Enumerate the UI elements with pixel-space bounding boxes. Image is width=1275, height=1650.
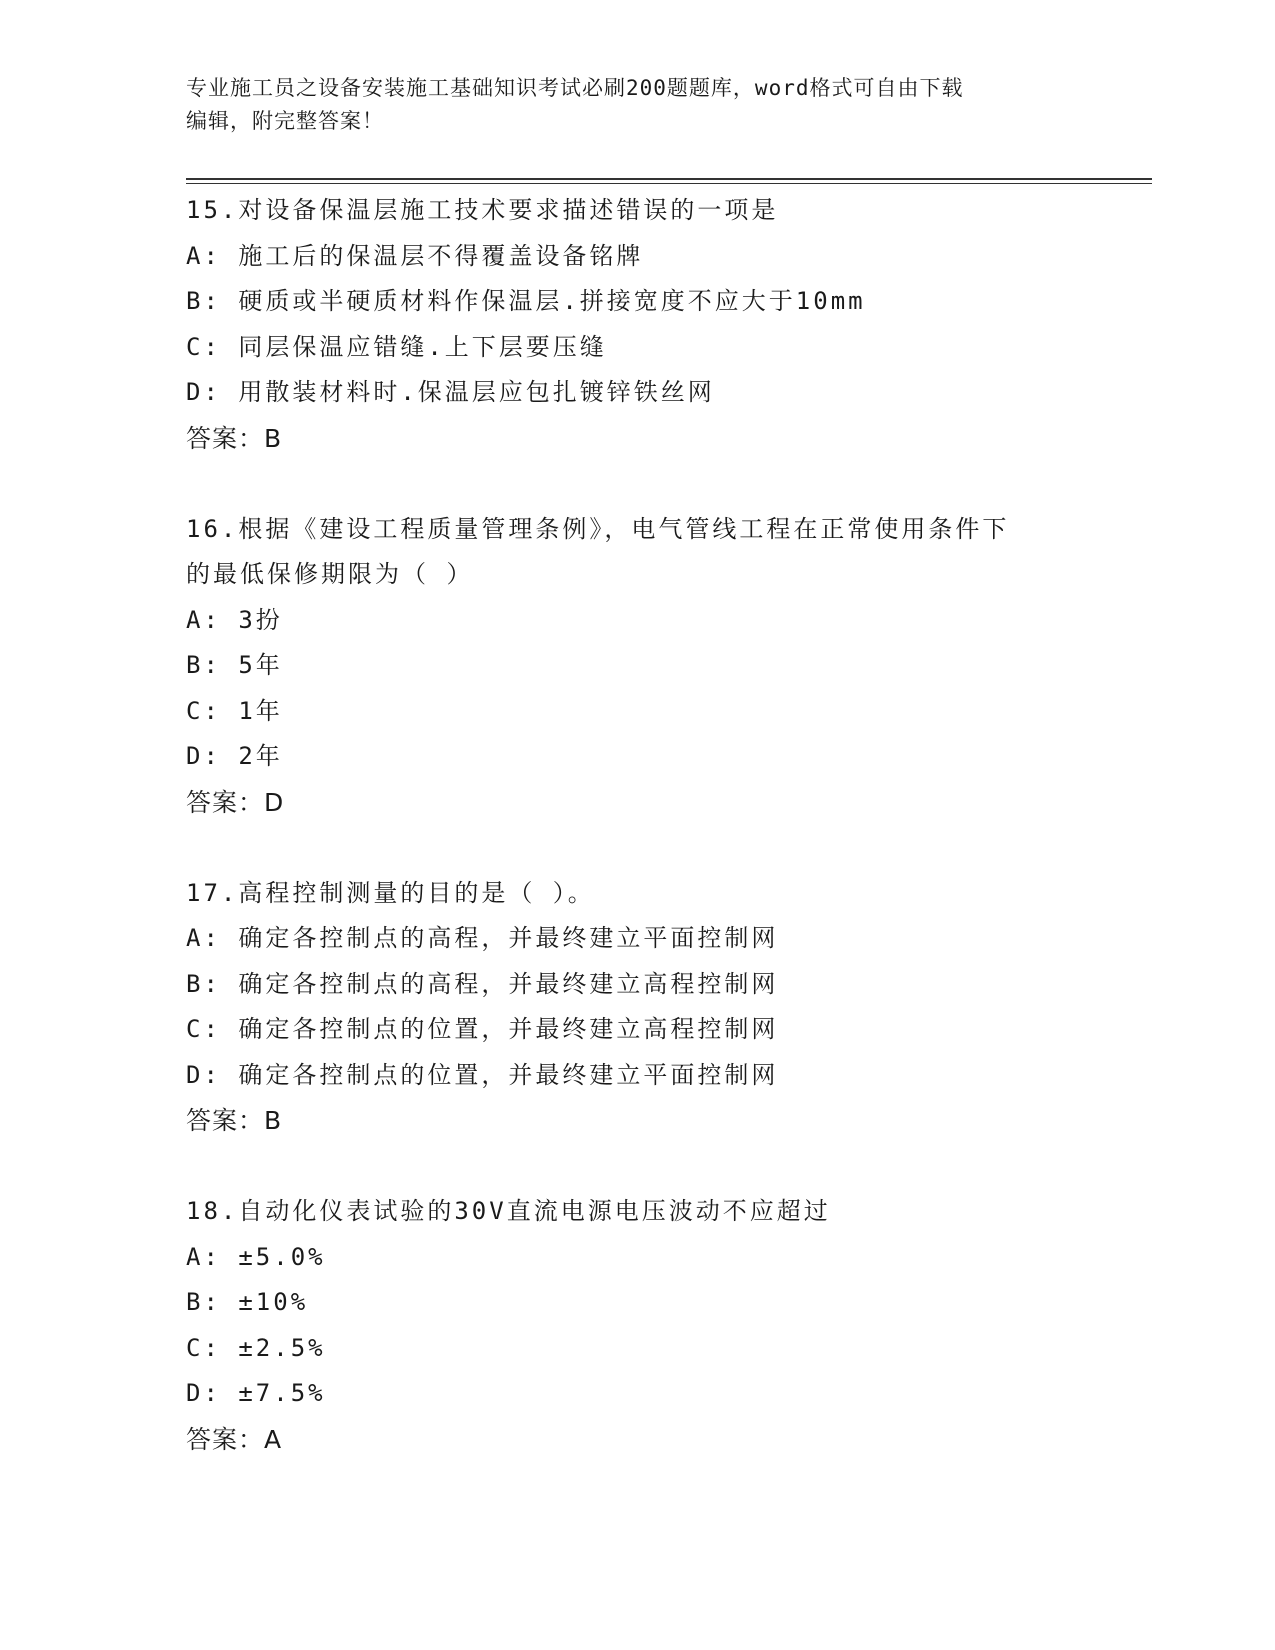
question-stem: 16.根据《建设工程质量管理条例》，电气管线工程在正常使用条件下 — [186, 514, 1010, 543]
option-d: D: 确定各控制点的位置，并最终建立平面控制网 — [186, 1060, 779, 1089]
option-b: B: 硬质或半硬质材料作保温层.拼接宽度不应大于10mm — [186, 287, 866, 315]
header-divider-thick — [186, 178, 1152, 180]
question-stem-continued: 的最低保修期限为（ ） — [186, 560, 474, 588]
header-divider-thin — [186, 183, 1152, 184]
spacer — [186, 461, 1146, 507]
option-a: A: 确定各控制点的高程，并最终建立平面控制网 — [186, 924, 779, 952]
question-stem: 17.高程控制测量的目的是（ ）。 — [186, 878, 595, 907]
spacer — [186, 825, 1146, 871]
question-15 — [186, 188, 1146, 461]
answer-label: 答案：A — [186, 1424, 283, 1454]
question-17 — [186, 871, 1146, 1144]
question-stem: 18.自动化仪表试验的30V直流电源电压波动不应超过 — [186, 1197, 831, 1225]
question-list — [186, 188, 1146, 1462]
option-c: C: 1年 — [186, 696, 283, 725]
option-d: D: 2年 — [186, 742, 283, 770]
header-line-1: 专业施工员之设备安装施工基础知识考试必刷200题题库，word格式可自由下载 — [186, 76, 964, 100]
question-stem: 15.对设备保温层施工技术要求描述错误的一项是 — [186, 196, 779, 224]
answer-label: 答案：B — [186, 1106, 283, 1135]
option-c: C: 确定各控制点的位置，并最终建立高程控制网 — [186, 1015, 779, 1043]
option-a: A: 施工后的保温层不得覆盖设备铭牌 — [186, 241, 644, 270]
option-a: A: ±5.0% — [186, 1242, 326, 1271]
option-c: C: 同层保温应错缝.上下层要压缝 — [186, 332, 607, 361]
answer-label: 答案：B — [186, 423, 283, 453]
question-18 — [186, 1189, 1146, 1462]
option-d: D: 用散装材料时.保温层应包扎镀锌铁丝网 — [186, 378, 715, 406]
option-c: C: ±2.5% — [186, 1333, 326, 1362]
document-header — [186, 72, 1086, 138]
option-a: A: 3扮 — [186, 605, 283, 634]
spacer — [186, 1144, 1146, 1190]
option-b: B: 确定各控制点的高程，并最终建立高程控制网 — [186, 969, 779, 998]
answer-label: 答案：D — [186, 787, 285, 817]
question-16 — [186, 507, 1146, 826]
option-b: B: 5年 — [186, 651, 283, 679]
option-d: D: ±7.5% — [186, 1379, 326, 1407]
option-b: B: ±10% — [186, 1288, 309, 1316]
header-line-2: 编辑，附完整答案！ — [186, 109, 384, 133]
